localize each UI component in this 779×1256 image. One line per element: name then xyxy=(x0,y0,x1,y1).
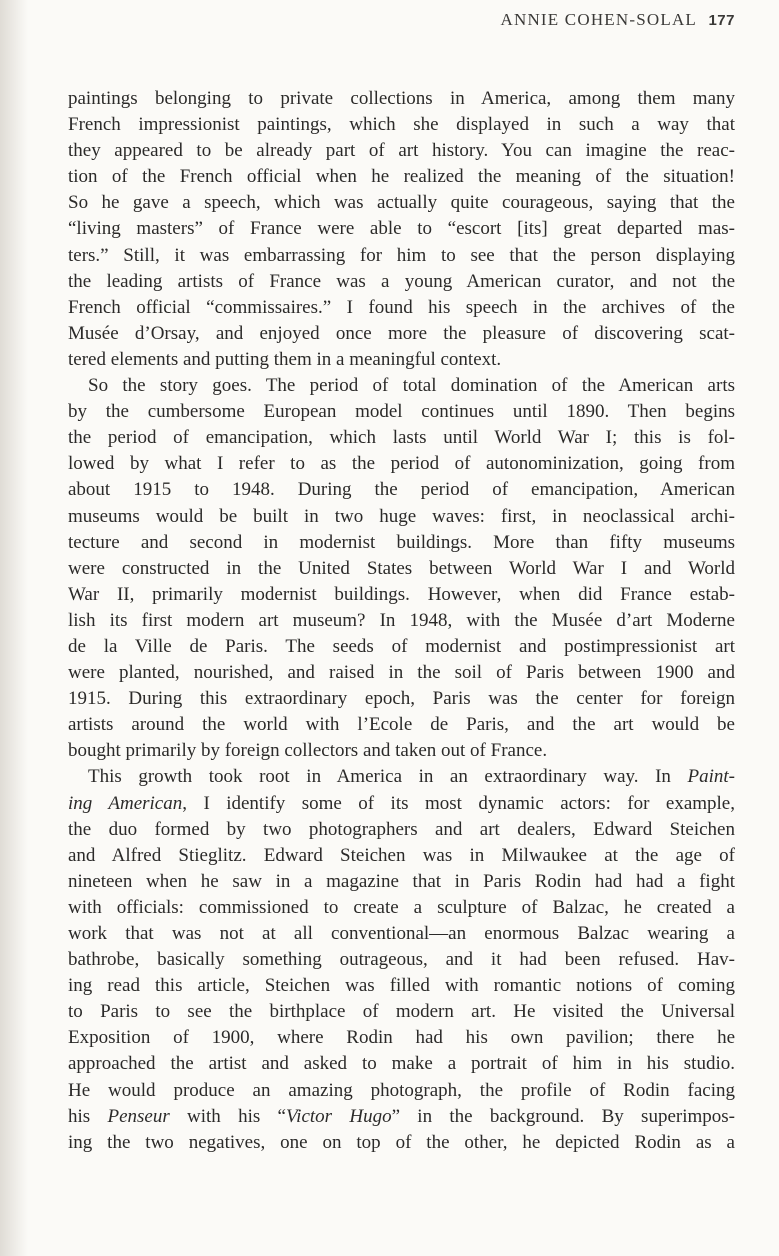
running-head-author: ANNIE COHEN-SOLAL xyxy=(500,10,698,29)
text-line: paintings belonging to private collections in America, among them many xyxy=(68,88,735,109)
text-line: bought primarily by foreign collectors and taken out of France. xyxy=(68,740,548,762)
text-line: museums would be built in two huge waves: first, in neoclassical archi- xyxy=(68,505,735,527)
text-run: with his “ xyxy=(169,1105,286,1127)
page-number: 177 xyxy=(708,12,735,29)
text-line: War II, primarily modernist buildings. However, when did France estab- xyxy=(68,583,735,605)
text-line: to Paris to see the birthplace of modern art. He visited the Universal xyxy=(68,1001,735,1023)
text-line: tecture and second in modernist buildings. More than fifty museums xyxy=(68,531,735,553)
text-line: the leading artists of France was a young American curator, and not the xyxy=(68,270,735,292)
italic-title: Penseur xyxy=(107,1105,170,1127)
text-line: de la Ville de Paris. The seeds of modernist and postimpressionist art xyxy=(68,635,735,657)
text-line: the period of emancipation, which lasts until World War I; this is fol- xyxy=(68,427,735,449)
text-line: French impressionist paintings, which she displayed in such a way that xyxy=(68,114,735,136)
text-line xyxy=(68,791,735,817)
body-text xyxy=(68,86,735,1156)
text-line: were constructed in the United States between World War I and World xyxy=(68,557,735,579)
text-line xyxy=(68,1104,735,1130)
text-line: French official “commissaires.” I found his speech in the archives of the xyxy=(68,296,735,318)
italic-title: ing American xyxy=(68,792,183,814)
text-line xyxy=(68,764,735,790)
text-line: ing the two negatives, one on top of the other, he depicted Rodin as a xyxy=(68,1131,735,1153)
text-line: nineteen when he saw in a magazine that in Paris Rodin had had a fight xyxy=(68,870,735,892)
text-line: He would produce an amazing photograph, the profile of Rodin facing xyxy=(68,1079,735,1101)
text-line: So he gave a speech, which was actually quite courageous, saying that the xyxy=(68,192,735,214)
text-line: they appeared to be already part of art history. You can imagine the reac- xyxy=(68,140,735,162)
text-line: ing read this article, Steichen was filled with romantic notions of coming xyxy=(68,975,735,997)
text-line: lish its first modern art museum? In 1948, with the Musée d’art Moderne xyxy=(68,609,735,631)
text-run: ” in the background. By superimpos- xyxy=(391,1105,735,1127)
text-line: Musée d’Orsay, and enjoyed once more the pleasure of discovering scat- xyxy=(68,322,735,344)
text-line: were planted, nourished, and raised in the soil of Paris between 1900 and xyxy=(68,662,735,684)
text-run: This growth took root in America in an extraordinary way. In xyxy=(88,766,688,788)
text-line: 1915. During this extraordinary epoch, Paris was the center for foreign xyxy=(68,688,735,710)
text-line: approached the artist and asked to make a portrait of him in his studio. xyxy=(68,1053,735,1075)
running-head xyxy=(500,10,735,30)
text-line: artists around the world with l’Ecole de Paris, and the art would be xyxy=(68,714,735,736)
text-run: his xyxy=(68,1105,108,1127)
text-line: tered elements and putting them in a meaningful context. xyxy=(68,348,502,370)
text-run: , I identify some of its most dynamic actors: for example, xyxy=(182,792,735,814)
text-line: So the story goes. The period of total domination of the American arts xyxy=(88,375,735,397)
text-line: tion of the French official when he realized the meaning of the situation! xyxy=(68,166,735,188)
text-line: with officials: commissioned to create a sculpture of Balzac, he created a xyxy=(68,896,735,918)
text-line: Exposition of 1900, where Rodin had his own pavilion; there he xyxy=(68,1027,735,1049)
page-gutter-shadow xyxy=(0,0,28,1256)
text-line: “living masters” of France were able to “escort [its] great departed mas- xyxy=(68,218,735,240)
text-line: bathrobe, basically something outrageous, and it had been refused. Hav- xyxy=(68,949,735,971)
italic-title: Paint- xyxy=(687,766,735,788)
text-line: lowed by what I refer to as the period of autonominization, going from xyxy=(68,453,735,475)
text-line: work that was not at all conventional—an enormous Balzac wearing a xyxy=(68,923,735,944)
text-line: ters.” Still, it was embarrassing for him to see that the person displaying xyxy=(68,244,735,266)
text-line: the duo formed by two photographers and art dealers, Edward Steichen xyxy=(68,818,735,840)
text-line: by the cumbersome European model continues until 1890. Then begins xyxy=(68,401,735,423)
text-line: and Alfred Stieglitz. Edward Steichen was in Milwaukee at the age of xyxy=(68,844,735,866)
text-line: about 1915 to 1948. During the period of emancipation, American xyxy=(68,479,735,501)
italic-title: Victor Hugo xyxy=(285,1105,392,1127)
